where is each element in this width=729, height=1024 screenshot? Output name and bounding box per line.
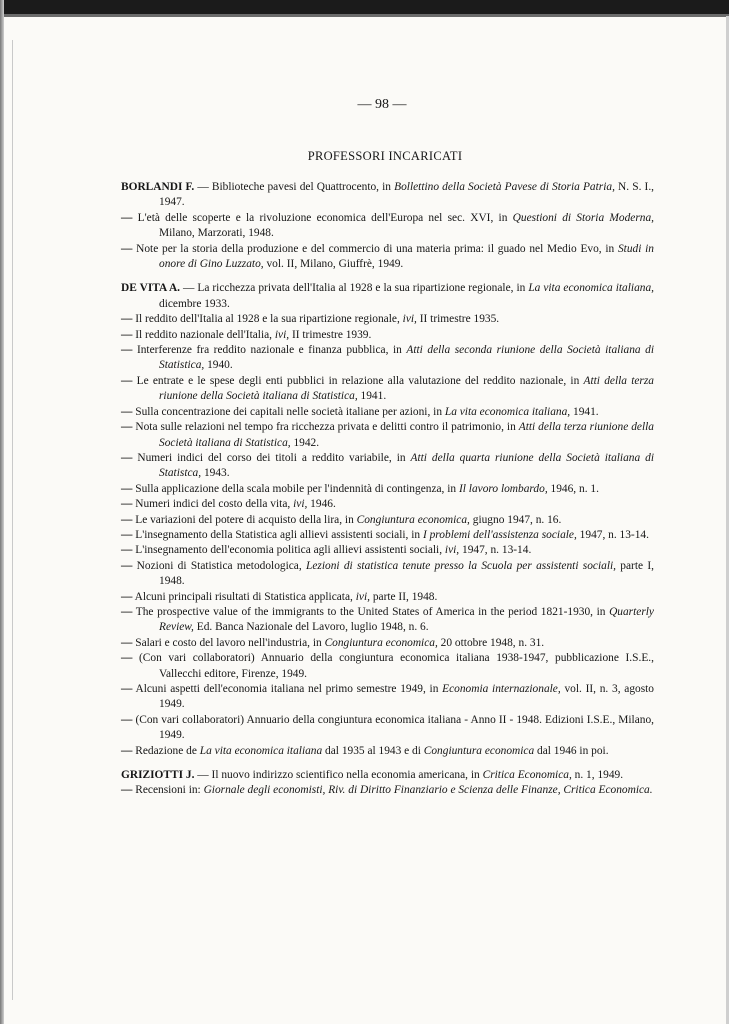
entry-dash: — <box>121 242 133 255</box>
author-name: DE VITA A. <box>121 282 181 295</box>
entry-dash: — <box>121 421 133 434</box>
entry-text: vol. II, Milano, Giuffrè, 1949. <box>263 258 404 271</box>
entry-text: II trimestre 1935. <box>416 313 500 326</box>
entry-text: Numeri indici del corso dei titoli a reddito variabile, in <box>132 451 411 464</box>
entry-text: The prospective value of the immigrants to the United States of America in the period 1821-1930, in <box>132 605 610 618</box>
publication-title: Lezioni di statistica tenute presso la Scuola per assistenti sociali, <box>306 559 616 572</box>
entry-text: 1942. <box>290 436 320 449</box>
bibliography-entry <box>121 242 654 273</box>
author-block <box>121 281 654 759</box>
publication-title: Studi in onore di Gino Luzzato, <box>159 242 654 271</box>
bibliography-entry <box>121 180 654 211</box>
bibliography-entry <box>121 513 654 528</box>
section-title: PROFESSORI INCARICATI <box>307 149 463 163</box>
entry-text: parte I, 1948. <box>159 559 654 588</box>
entry-dash: — <box>121 498 133 511</box>
publication-title: Il lavoro lombardo, <box>458 482 548 495</box>
entry-text: 1941. <box>357 390 387 403</box>
bibliography-entry <box>121 651 654 682</box>
entry-text: (Con vari collaboratori) Annuario della congiuntura economica italiana - Anno II - 1948. Edizioni I.S.E., Milano, 1949. <box>132 713 654 742</box>
entry-dash: — <box>121 482 133 495</box>
entry-text: — La ricchezza privata dell'Italia al 1928 e la sua ripartizione regionale, in <box>180 282 529 295</box>
entry-dash: — <box>121 451 133 464</box>
bibliography-entry <box>121 497 654 512</box>
entry-text: 1946, n. 1. <box>547 482 599 495</box>
entry-text: n. 1, 1949. <box>571 769 624 782</box>
publication-title: ivi, <box>402 313 417 326</box>
entry-text: 1943. <box>201 467 230 480</box>
entry-text: Il reddito nazionale dell'Italia, <box>132 328 275 341</box>
entry-dash: — <box>121 636 133 649</box>
entry-dash: — <box>121 528 133 541</box>
bibliography-entry <box>121 768 654 783</box>
publication-title: Congiuntura economica, <box>324 636 438 649</box>
entry-text: II trimestre 1939. <box>289 328 372 341</box>
entry-text: 1946. <box>307 498 336 511</box>
publication-title: I problemi dell'assistenza sociale, <box>422 528 577 541</box>
entry-dash: — <box>121 784 133 797</box>
publication-title: La vita economica italiana, <box>444 405 571 418</box>
entry-text: Alcuni principali risultati di Statistica applicata, <box>132 590 356 603</box>
publication-title: ivi, <box>355 590 370 603</box>
entry-text: Ed. Banca Nazionale del Lavoro, luglio 1948, n. 6. <box>193 621 429 634</box>
entry-text: Salari e costo del lavoro nell'industria, in <box>132 636 325 649</box>
bibliography-entry <box>121 405 654 420</box>
entry-dash: — <box>121 344 133 357</box>
entry-dash: — <box>121 605 133 618</box>
entry-text: 1947, n. 13-14. <box>459 544 532 557</box>
entry-dash: — <box>121 544 133 557</box>
bibliography-entry <box>121 281 654 312</box>
publication-title: La vita economica italiana <box>199 744 323 757</box>
entry-text: Il reddito dell'Italia al 1928 e la sua ripartizione regionale, <box>132 313 403 326</box>
bibliography-entry <box>121 420 654 451</box>
publication-title: Economia internazionale, <box>442 683 561 695</box>
entry-text: 20 ottobre 1948, n. 31. <box>437 636 545 649</box>
entry-text: — Il nuovo indirizzo scientifico nella economia americana, in <box>194 769 483 782</box>
entry-text: Alcuni aspetti dell'economia italiana nel primo semestre 1949, in <box>132 683 443 695</box>
entry-text: dicembre 1933. <box>159 297 230 310</box>
bibliography-entry <box>121 211 654 242</box>
bibliography <box>121 180 654 808</box>
entry-dash: — <box>121 513 133 526</box>
entry-text: Le entrate e le spese degli enti pubblici in relazione alla valutazione del reddito nazionale, in <box>132 374 584 387</box>
publication-title: ivi, <box>293 498 308 511</box>
bibliography-entry <box>121 482 654 497</box>
publication-title: Quarterly Review, <box>159 605 654 634</box>
entry-text: Interferenze fra reddito nazionale e finanza pubblica, in <box>132 344 407 357</box>
entry-dash: — <box>121 713 133 726</box>
bibliography-entry <box>121 713 654 744</box>
bibliography-entry <box>121 451 654 482</box>
entry-text: Nozioni di Statistica metodologica, <box>132 559 307 572</box>
bibliography-entry <box>121 374 654 405</box>
scan-top-shadow <box>0 14 729 17</box>
bibliography-entry <box>121 343 654 374</box>
entry-text: Numeri indici del costo della vita, <box>132 498 294 511</box>
publication-title: Atti della terza riunione della Società italiana di Statistica, <box>159 374 654 403</box>
entry-dash: — <box>121 211 133 224</box>
publication-title: Atti della terza riunione della Società italiana di Statistica, <box>159 421 654 449</box>
entry-text: dal 1935 al 1943 e di <box>322 744 424 757</box>
entry-text: N. S. I., 1947. <box>159 181 655 209</box>
entry-dash: — <box>121 559 133 572</box>
bibliography-entry <box>121 744 654 759</box>
publication-title: Giornale degli economisti, Riv. di Diritto Finanziario e Scienza delle Finanze, Critica Economica. <box>203 784 653 797</box>
bibliography-entry <box>121 328 654 343</box>
entry-text: L'età delle scoperte e la rivoluzione economica dell'Europa nel sec. XVI, in <box>132 211 513 224</box>
entry-text: Note per la storia della produzione e del commercio di una materia prima: il guado nel Medio Evo, in <box>132 242 618 255</box>
author-block <box>121 768 654 799</box>
entry-dash: — <box>121 313 133 326</box>
entry-text: 1941. <box>570 405 599 418</box>
entry-text: — Biblioteche pavesi del Quattrocento, in <box>194 181 395 193</box>
publication-title: Congiuntura economica, <box>356 513 470 526</box>
entry-text: Le variazioni del potere di acquisto della lira, in <box>132 513 357 526</box>
entry-text: Sulla concentrazione dei capitali nelle società italiane per azioni, in <box>132 405 445 418</box>
publication-title: ivi, <box>444 544 460 557</box>
bibliography-entry <box>121 559 654 590</box>
entry-dash: — <box>121 590 133 603</box>
author-block <box>121 180 654 272</box>
entry-text: giugno 1947, n. 16. <box>469 513 562 526</box>
publication-title: Critica Economica, <box>482 769 572 782</box>
publication-title: Questioni di Storia Moderna, <box>512 211 654 224</box>
entry-text: parte II, 1948. <box>369 590 438 603</box>
scan-binding-line <box>12 40 13 1000</box>
publication-title: Congiuntura economica <box>423 744 535 757</box>
entry-dash: — <box>121 683 133 695</box>
entry-dash: — <box>121 374 133 387</box>
entry-text: 1940. <box>204 359 233 372</box>
entry-text: Milano, Marzorati, 1948. <box>159 227 274 240</box>
author-name: GRIZIOTTI J. <box>121 769 195 782</box>
bibliography-entry <box>121 312 654 327</box>
bibliography-entry <box>121 783 654 798</box>
entry-text: Recensioni in: <box>132 784 204 797</box>
entry-dash: — <box>121 652 133 665</box>
publication-title: Atti della quarta riunione della Società italiana di Statistca, <box>159 451 654 480</box>
entry-dash: — <box>121 744 133 757</box>
bibliography-entry <box>121 543 654 558</box>
entry-text: vol. II, n. 3, agosto 1949. <box>159 683 654 711</box>
entry-text: (Con vari collaboratori) Annuario della congiuntura economica italiana 1938-1947, pubblicazione I.S.E., Vallecchi editore, Firenze, 1949. <box>132 652 654 680</box>
publication-title: Bollettino della Società Pavese di Storia Patria, <box>394 181 615 193</box>
bibliography-entry <box>121 682 654 713</box>
entry-dash: — <box>121 328 133 341</box>
bibliography-entry <box>121 636 654 651</box>
bibliography-entry <box>121 605 654 636</box>
entry-dash: — <box>121 405 133 418</box>
author-name: BORLANDI F. <box>121 181 195 193</box>
entry-text: Sulla applicazione della scala mobile per l'indennità di contingenza, in <box>132 482 459 495</box>
publication-title: ivi, <box>274 328 290 341</box>
publication-title: La vita economica italiana, <box>528 282 655 295</box>
entry-text: dal 1946 in poi. <box>534 744 609 757</box>
entry-text: 1947, n. 13-14. <box>576 528 649 541</box>
entry-text: Redazione de <box>132 744 200 757</box>
bibliography-entry <box>121 590 654 605</box>
bibliography-entry <box>121 528 654 543</box>
entry-text: Nota sulle relazioni nel tempo fra ricchezza privata e delitti contro il patrimonio, in <box>132 421 519 434</box>
publication-title: Atti della seconda riunione della Società italiana di Statistica, <box>159 344 654 372</box>
entry-text: L'insegnamento della Statistica agli allievi assistenti sociali, in <box>132 528 423 541</box>
page-number: — 98 — <box>357 97 407 112</box>
entry-text: L'insegnamento dell'economia politica agli allievi assistenti sociali, <box>132 544 445 557</box>
